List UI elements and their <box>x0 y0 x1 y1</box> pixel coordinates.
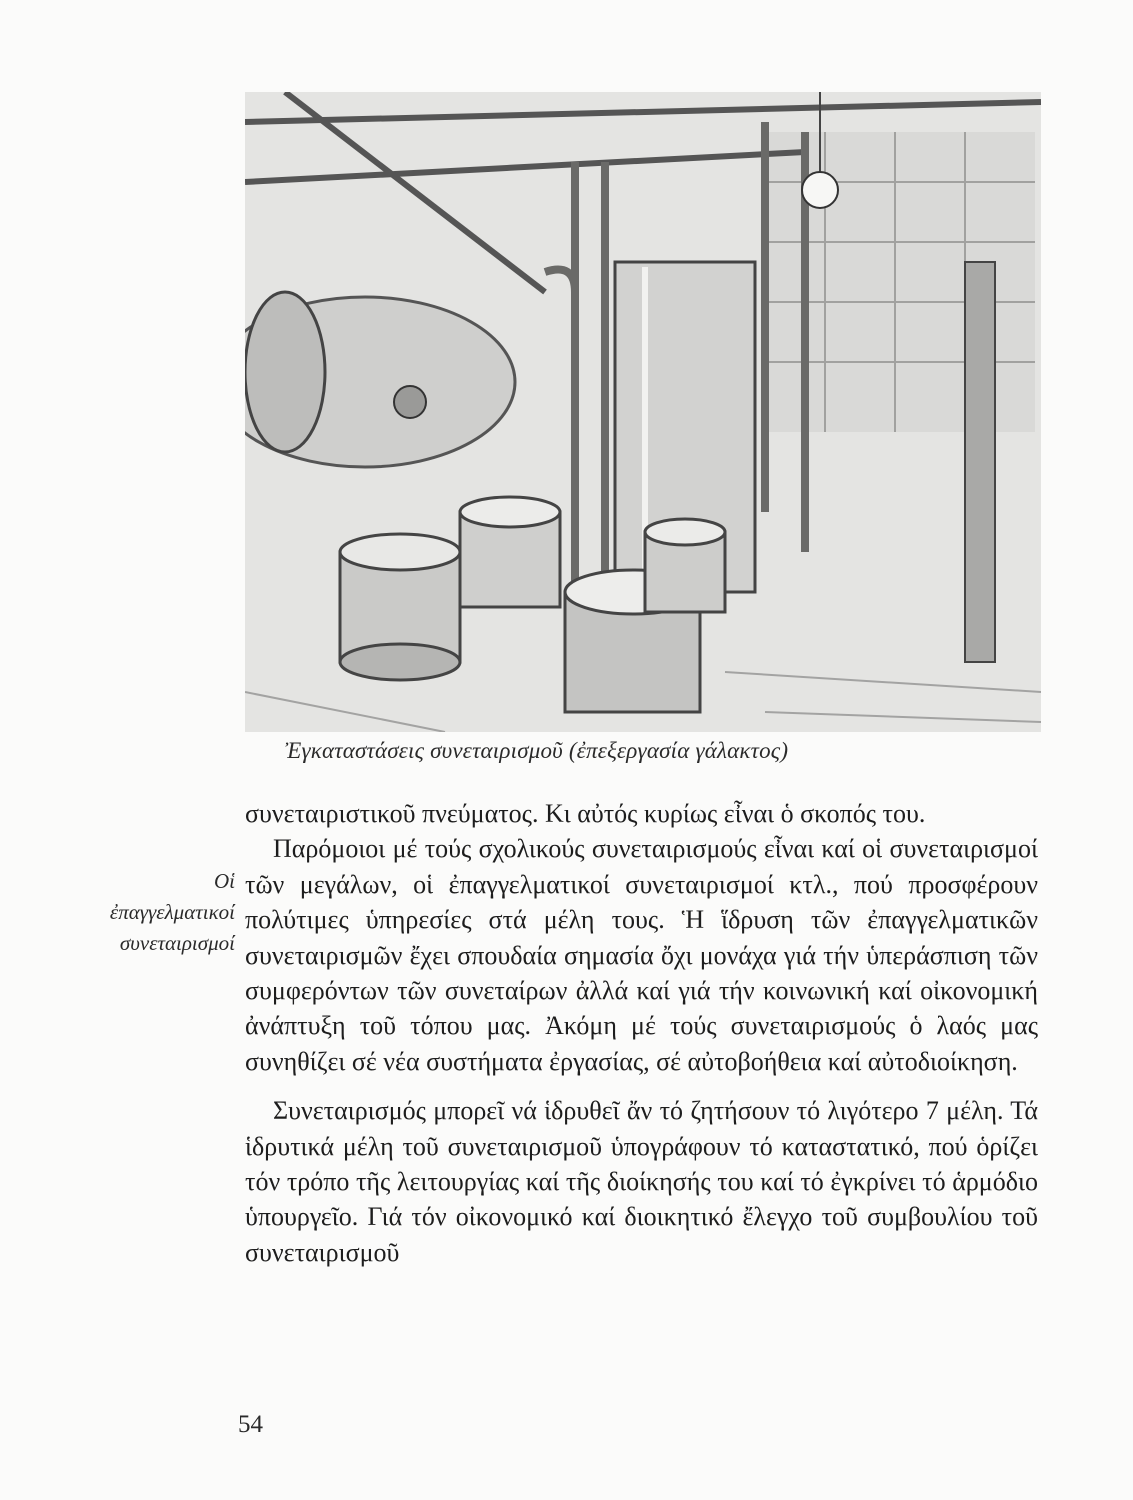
paragraph: Παρόμοιοι μέ τούς σχολικούς συνεταιρισμούς εἶναι καί οἱ συνεταιρισμοί τῶν μεγάλων, οἱ ἐπαγγελματικοί συνεταιρισμοί κτλ., πού προσφέρουν πολύτιμες ὑπηρεσίες στά μέλη τους. Ἡ ἵδρυση τῶν ἐπαγγελματικῶν συνεταιρισμῶν ἔχει σπουδαία σημασία ὄχι μονάχα γιά τήν ὑπεράσπιση τῶν συμφερόντων τῶν συνεταίρων ἀλλά καί γιά τήν κοινωνική καί οἰκονομική ἀνάπτυξη τοῦ τόπου μας. Ἀκόμη μέ τούς συνεταιρισμούς ὁ λαός μας συνηθίζει σέ νέα συστήματα ἐργασίας, σέ αὐτοβοήθεια καί αὐτοδιοίκηση. <box>245 834 1038 1076</box>
margin-note-line: ἐπαγγελματικοί <box>109 900 235 924</box>
paragraph: συνεταιριστικοῦ πνεύματος. Κι αὐτός κυρίως εἶναι ὁ σκοπός του. <box>245 799 926 828</box>
figure-caption: Ἐγκαταστάσεις συνεταιρισμοῦ (ἐπεξεργασία γάλακτος) <box>285 738 789 763</box>
margin-note-line: συνεταιρισμοί <box>119 931 235 955</box>
margin-note <box>30 866 235 959</box>
body-text <box>245 796 1038 1270</box>
margin-note-line: Οἱ <box>214 869 235 893</box>
paragraph: Συνεταιρισμός μπορεῖ νά ἱδρυθεῖ ἄν τό ζητήσουν τό λιγότερο 7 μέλη. Τά ἱδρυτικά μέλη τοῦ συνεταιρισμοῦ ὑπογράφουν τό καταστατικό, πού ὁρίζει τόν τρόπο τῆς λειτουργίας καί τῆς διοίκησής του καί τό ἐγκρίνει τό ἁρμόδιο ὑπουργεῖο. Γιά τόν οἰκονομικό καί διοικητικό ἔλεγχο τοῦ συμβουλίου τοῦ συνεταιρισμοῦ <box>245 1096 1038 1267</box>
dairy-facility-illustration <box>245 92 1041 732</box>
illustration-sketch <box>245 92 1041 732</box>
page-number: 54 <box>238 1411 263 1438</box>
